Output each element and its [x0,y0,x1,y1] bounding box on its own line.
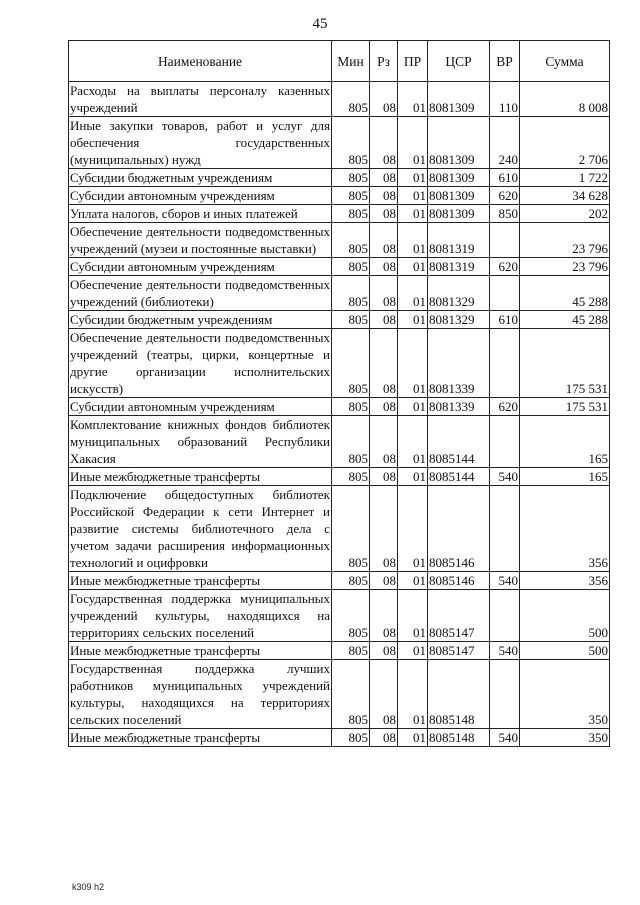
table-row [69,329,610,398]
table-row [69,642,610,660]
row-sum-cell: 202 [520,205,610,223]
row-csr-cell: 8085144 [428,468,490,486]
table-row [69,729,610,747]
row-sum-cell: 23 796 [520,258,610,276]
row-name-cell: Подключение общедоступных библиотек Российской Федерации к сети Интернет и развитие системы библиотечного дела с учетом задачи расширения информационных технологий и оцифровки [70,487,330,570]
row-pr-cell: 01 [398,205,428,223]
column-header-min: Мин [332,41,370,82]
row-csr-cell: 8081339 [428,329,490,398]
row-pr-cell: 01 [398,416,428,468]
row-sum-cell: 356 [520,486,610,572]
row-rz-cell: 08 [370,572,398,590]
row-rz-cell: 08 [370,117,398,169]
column-header-sum: Сумма [520,41,610,82]
row-pr-cell: 01 [398,642,428,660]
table-row [69,169,610,187]
row-csr-cell: 8085147 [428,590,490,642]
table-row [69,311,610,329]
row-min-cell: 805 [332,486,370,572]
row-rz-cell: 08 [370,486,398,572]
row-min-cell: 805 [332,187,370,205]
row-rz-cell: 08 [370,223,398,258]
row-min-cell: 805 [332,468,370,486]
column-header-csr: ЦСР [428,41,490,82]
row-rz-cell: 08 [370,187,398,205]
row-vr-cell: 240 [490,117,520,169]
row-pr-cell: 01 [398,398,428,416]
row-min-cell: 805 [332,276,370,311]
row-sum-cell: 2 706 [520,117,610,169]
row-min-cell: 805 [332,398,370,416]
row-pr-cell: 01 [398,660,428,729]
row-rz-cell: 08 [370,642,398,660]
column-header-name: Наименование [69,41,332,82]
row-vr-cell: 540 [490,729,520,747]
footer-code: k309 h2 [72,882,105,892]
row-csr-cell: 8081329 [428,276,490,311]
row-name-cell: Уплата налогов, сборов и иных платежей [69,205,332,223]
row-rz-cell: 08 [370,590,398,642]
row-name-cell: Субсидии автономным учреждениям [69,258,332,276]
column-header-vr: ВР [490,41,520,82]
row-sum-cell: 356 [520,572,610,590]
row-vr-cell: 110 [490,82,520,117]
row-name-cell: Субсидии бюджетным учреждениям [69,169,332,187]
budget-table [68,40,610,747]
row-rz-cell: 08 [370,311,398,329]
row-min-cell: 805 [332,82,370,117]
row-sum-cell: 350 [520,660,610,729]
row-vr-cell [490,486,520,572]
row-csr-cell: 8081309 [428,82,490,117]
row-name-cell: Расходы на выплаты персоналу казенных учреждений [70,83,330,115]
row-csr-cell: 8085147 [428,642,490,660]
row-csr-cell: 8085148 [428,660,490,729]
row-name-cell: Иные межбюджетные трансферты [69,468,332,486]
row-vr-cell: 610 [490,169,520,187]
page-number: 45 [312,16,328,32]
row-csr-cell: 8081309 [428,169,490,187]
row-csr-cell: 8081309 [428,117,490,169]
row-min-cell: 805 [332,590,370,642]
row-sum-cell: 8 008 [520,82,610,117]
table-row [69,660,610,729]
table-row [69,223,610,258]
row-name-cell: Субсидии автономным учреждениям [69,398,332,416]
table-row [69,117,610,169]
row-csr-cell: 8081339 [428,398,490,416]
row-vr-cell: 610 [490,311,520,329]
row-rz-cell: 08 [370,258,398,276]
table-row [69,398,610,416]
row-rz-cell: 08 [370,468,398,486]
row-min-cell: 805 [332,729,370,747]
row-min-cell: 805 [332,416,370,468]
row-name-cell: Иные межбюджетные трансферты [69,729,332,747]
row-vr-cell: 540 [490,642,520,660]
row-vr-cell [490,590,520,642]
row-vr-cell: 620 [490,398,520,416]
row-name-cell: Комплектование книжных фондов библиотек муниципальных образований Республики Хакасия [70,417,330,466]
row-min-cell: 805 [332,223,370,258]
table-row [69,468,610,486]
row-rz-cell: 08 [370,276,398,311]
table-row [69,205,610,223]
row-vr-cell: 850 [490,205,520,223]
column-header-pr: ПР [398,41,428,82]
row-pr-cell: 01 [398,468,428,486]
row-name-cell: Обеспечение деятельности подведомственных учреждений (библиотеки) [70,277,330,309]
row-csr-cell: 8081319 [428,223,490,258]
row-min-cell: 805 [332,117,370,169]
row-csr-cell: 8081309 [428,187,490,205]
row-pr-cell: 01 [398,223,428,258]
row-pr-cell: 01 [398,590,428,642]
row-rz-cell: 08 [370,205,398,223]
row-pr-cell: 01 [398,276,428,311]
row-csr-cell: 8085148 [428,729,490,747]
table-row [69,82,610,117]
row-csr-cell: 8085144 [428,416,490,468]
row-vr-cell: 620 [490,258,520,276]
row-pr-cell: 01 [398,187,428,205]
row-min-cell: 805 [332,642,370,660]
row-rz-cell: 08 [370,416,398,468]
row-pr-cell: 01 [398,169,428,187]
row-min-cell: 805 [332,660,370,729]
row-pr-cell: 01 [398,486,428,572]
row-min-cell: 805 [332,329,370,398]
row-name-cell: Субсидии бюджетным учреждениям [69,311,332,329]
row-vr-cell [490,660,520,729]
row-vr-cell: 620 [490,187,520,205]
row-csr-cell: 8085146 [428,486,490,572]
row-min-cell: 805 [332,258,370,276]
row-rz-cell: 08 [370,82,398,117]
row-vr-cell [490,329,520,398]
row-csr-cell: 8081329 [428,311,490,329]
table-row [69,258,610,276]
row-min-cell: 805 [332,205,370,223]
table-row [69,416,610,468]
row-name-cell: Иные закупки товаров, работ и услуг для обеспечения государственных (муниципальных) нужд [70,118,330,167]
row-pr-cell: 01 [398,311,428,329]
table-row [69,572,610,590]
row-rz-cell: 08 [370,660,398,729]
row-pr-cell: 01 [398,729,428,747]
row-name-cell: Государственная поддержка муниципальных учреждений культуры, находящихся на территориях сельских поселений [70,591,330,640]
row-sum-cell: 350 [520,729,610,747]
column-header-rz: Рз [370,41,398,82]
row-sum-cell: 165 [520,416,610,468]
row-sum-cell: 45 288 [520,276,610,311]
row-vr-cell [490,416,520,468]
row-min-cell: 805 [332,311,370,329]
row-rz-cell: 08 [370,329,398,398]
row-min-cell: 805 [332,169,370,187]
row-rz-cell: 08 [370,398,398,416]
row-pr-cell: 01 [398,329,428,398]
row-sum-cell: 45 288 [520,311,610,329]
row-vr-cell: 540 [490,468,520,486]
row-sum-cell: 500 [520,590,610,642]
row-sum-cell: 500 [520,642,610,660]
row-sum-cell: 175 531 [520,398,610,416]
row-rz-cell: 08 [370,729,398,747]
row-name-cell: Государственная поддержка лучших работников муниципальных учреждений культуры, находящихся на территориях сельских поселений [70,661,330,727]
row-sum-cell: 165 [520,468,610,486]
row-sum-cell: 23 796 [520,223,610,258]
row-pr-cell: 01 [398,572,428,590]
row-vr-cell [490,223,520,258]
row-name-cell: Иные межбюджетные трансферты [69,572,332,590]
table-row [69,486,610,572]
row-vr-cell [490,276,520,311]
row-csr-cell: 8081319 [428,258,490,276]
row-sum-cell: 34 628 [520,187,610,205]
table-row [69,276,610,311]
row-pr-cell: 01 [398,82,428,117]
table-row [69,187,610,205]
row-name-cell: Субсидии автономным учреждениям [69,187,332,205]
row-name-cell: Обеспечение деятельности подведомственных учреждений (театры, цирки, концертные и другие организации исполнительских искусств) [70,330,330,396]
row-vr-cell: 540 [490,572,520,590]
row-min-cell: 805 [332,572,370,590]
row-csr-cell: 8085146 [428,572,490,590]
row-pr-cell: 01 [398,258,428,276]
row-name-cell: Обеспечение деятельности подведомственных учреждений (музеи и постоянные выставки) [70,224,330,256]
row-csr-cell: 8081309 [428,205,490,223]
row-name-cell: Иные межбюджетные трансферты [69,642,332,660]
row-pr-cell: 01 [398,117,428,169]
row-sum-cell: 175 531 [520,329,610,398]
table-row [69,590,610,642]
table-header-row [69,41,610,82]
row-rz-cell: 08 [370,169,398,187]
row-sum-cell: 1 722 [520,169,610,187]
